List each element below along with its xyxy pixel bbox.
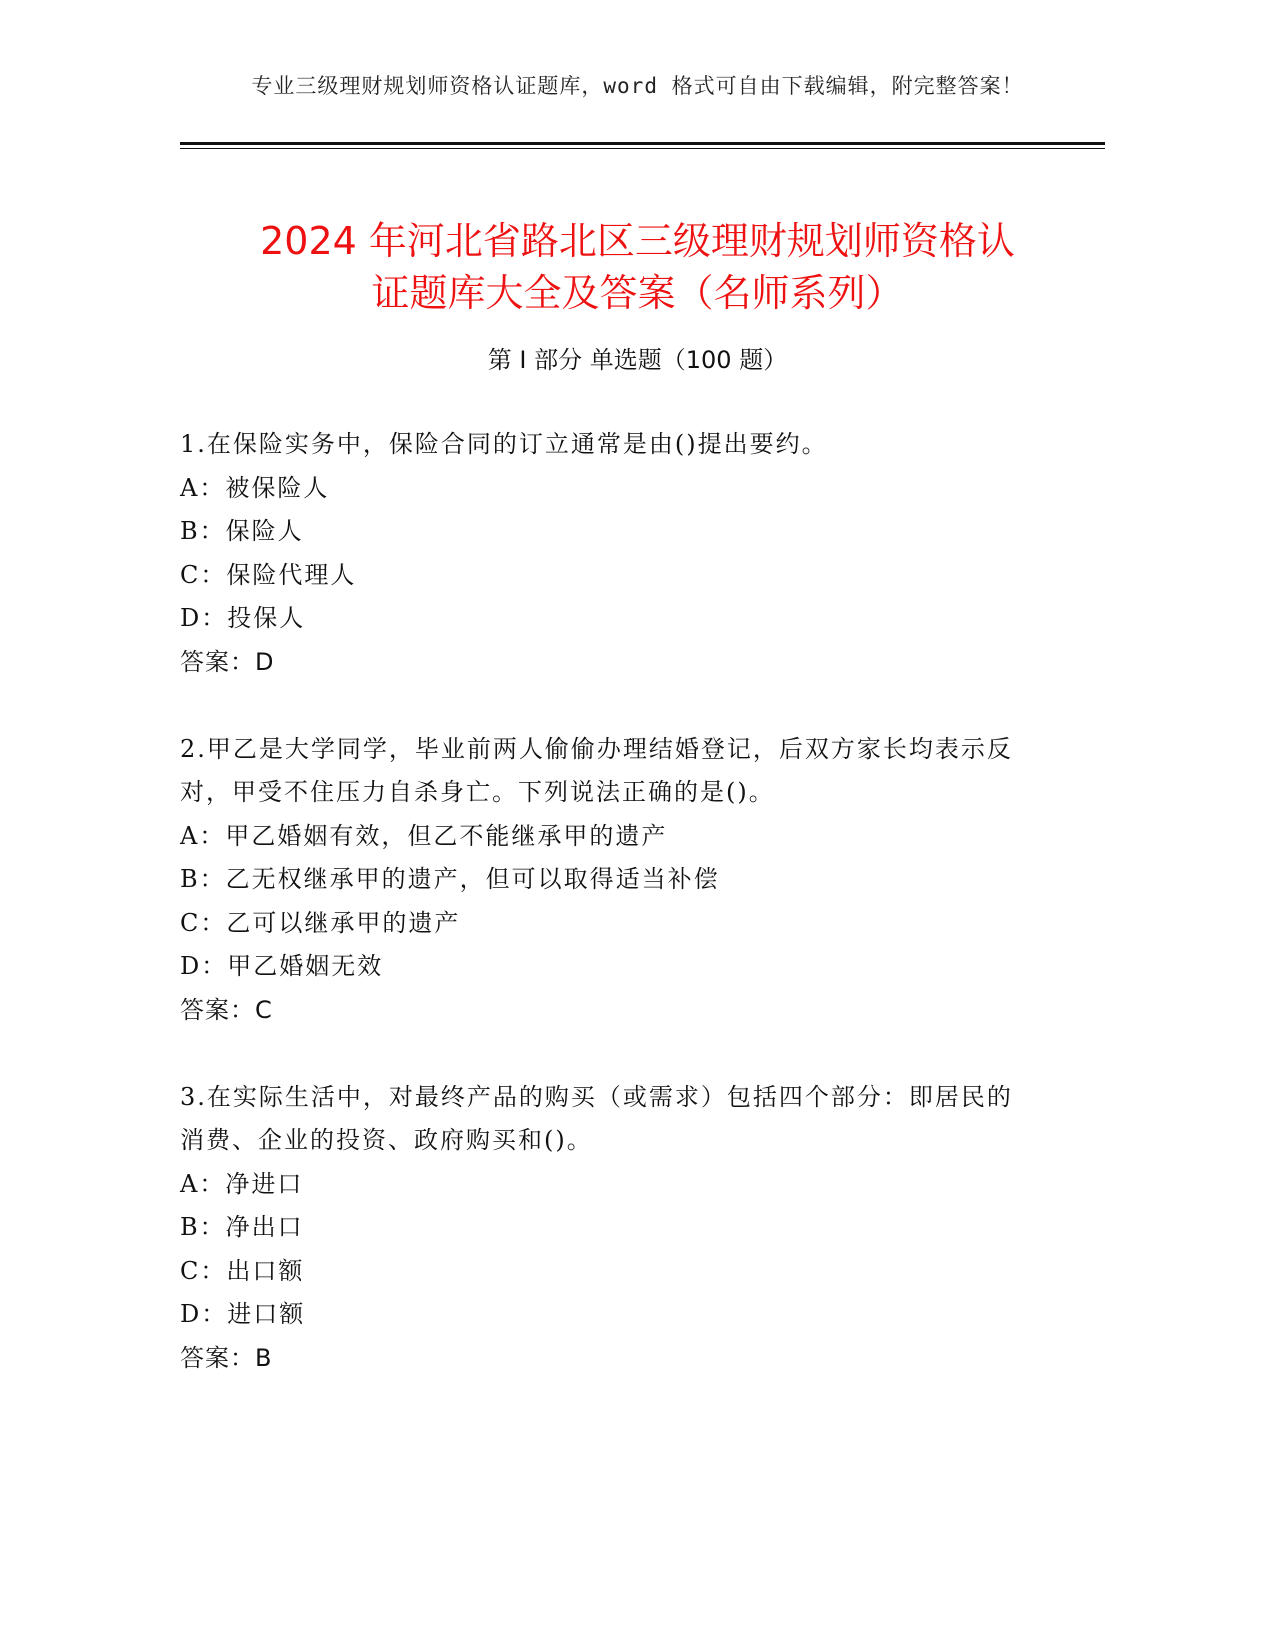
question-1 bbox=[180, 423, 1030, 684]
question-stem: 3.在实际生活中，对最终产品的购买（或需求）包括四个部分：即居民的消费、企业的投资、政府购买和()。 bbox=[180, 1082, 1013, 1154]
answer-line: 答案：B bbox=[180, 1343, 273, 1372]
option-c: C：保险代理人 bbox=[180, 560, 357, 589]
option-c: C：乙可以继承甲的遗产 bbox=[180, 908, 461, 937]
option-d: D：甲乙婚姻无效 bbox=[180, 952, 384, 980]
section-heading: 第 I 部分 单选题（100 题） bbox=[487, 346, 788, 374]
question-2 bbox=[180, 728, 1030, 1033]
question-list bbox=[180, 423, 1030, 1380]
document-title-line-2: 证题库大全及答案（名师系列） bbox=[371, 271, 904, 316]
question-3 bbox=[180, 1076, 1030, 1381]
header-divider-thin bbox=[180, 148, 1105, 149]
question-stem: 1.在保险实务中，保险合同的订立通常是由()提出要约。 bbox=[180, 430, 828, 458]
option-d: D：投保人 bbox=[180, 604, 306, 632]
question-stem: 2.甲乙是大学同学，毕业前两人偷偷办理结婚登记，后双方家长均表示反对，甲受不住压力自杀身亡。下列说法正确的是()。 bbox=[180, 734, 1013, 806]
option-a: A：被保险人 bbox=[180, 473, 330, 502]
option-d: D：进口额 bbox=[180, 1300, 306, 1328]
answer-line: 答案：D bbox=[180, 647, 275, 676]
option-a: A：甲乙婚姻有效，但乙不能继承甲的遗产 bbox=[180, 821, 668, 850]
option-c: C：出口额 bbox=[180, 1256, 305, 1285]
option-b: B：净出口 bbox=[180, 1213, 304, 1241]
option-b: B：保险人 bbox=[180, 517, 304, 545]
option-b: B：乙无权继承甲的遗产，但可以取得适当补偿 bbox=[180, 865, 720, 893]
document-title bbox=[160, 215, 1115, 319]
option-a: A：净进口 bbox=[180, 1169, 304, 1198]
header-divider-thick bbox=[180, 142, 1105, 145]
document-title-line-1: 2024 年河北省路北区三级理财规划师资格认 bbox=[260, 219, 1015, 264]
answer-line: 答案：C bbox=[180, 995, 273, 1024]
page-header-tagline: 专业三级理财规划师资格认证题库，word 格式可自由下载编辑，附完整答案！ bbox=[251, 74, 1024, 98]
